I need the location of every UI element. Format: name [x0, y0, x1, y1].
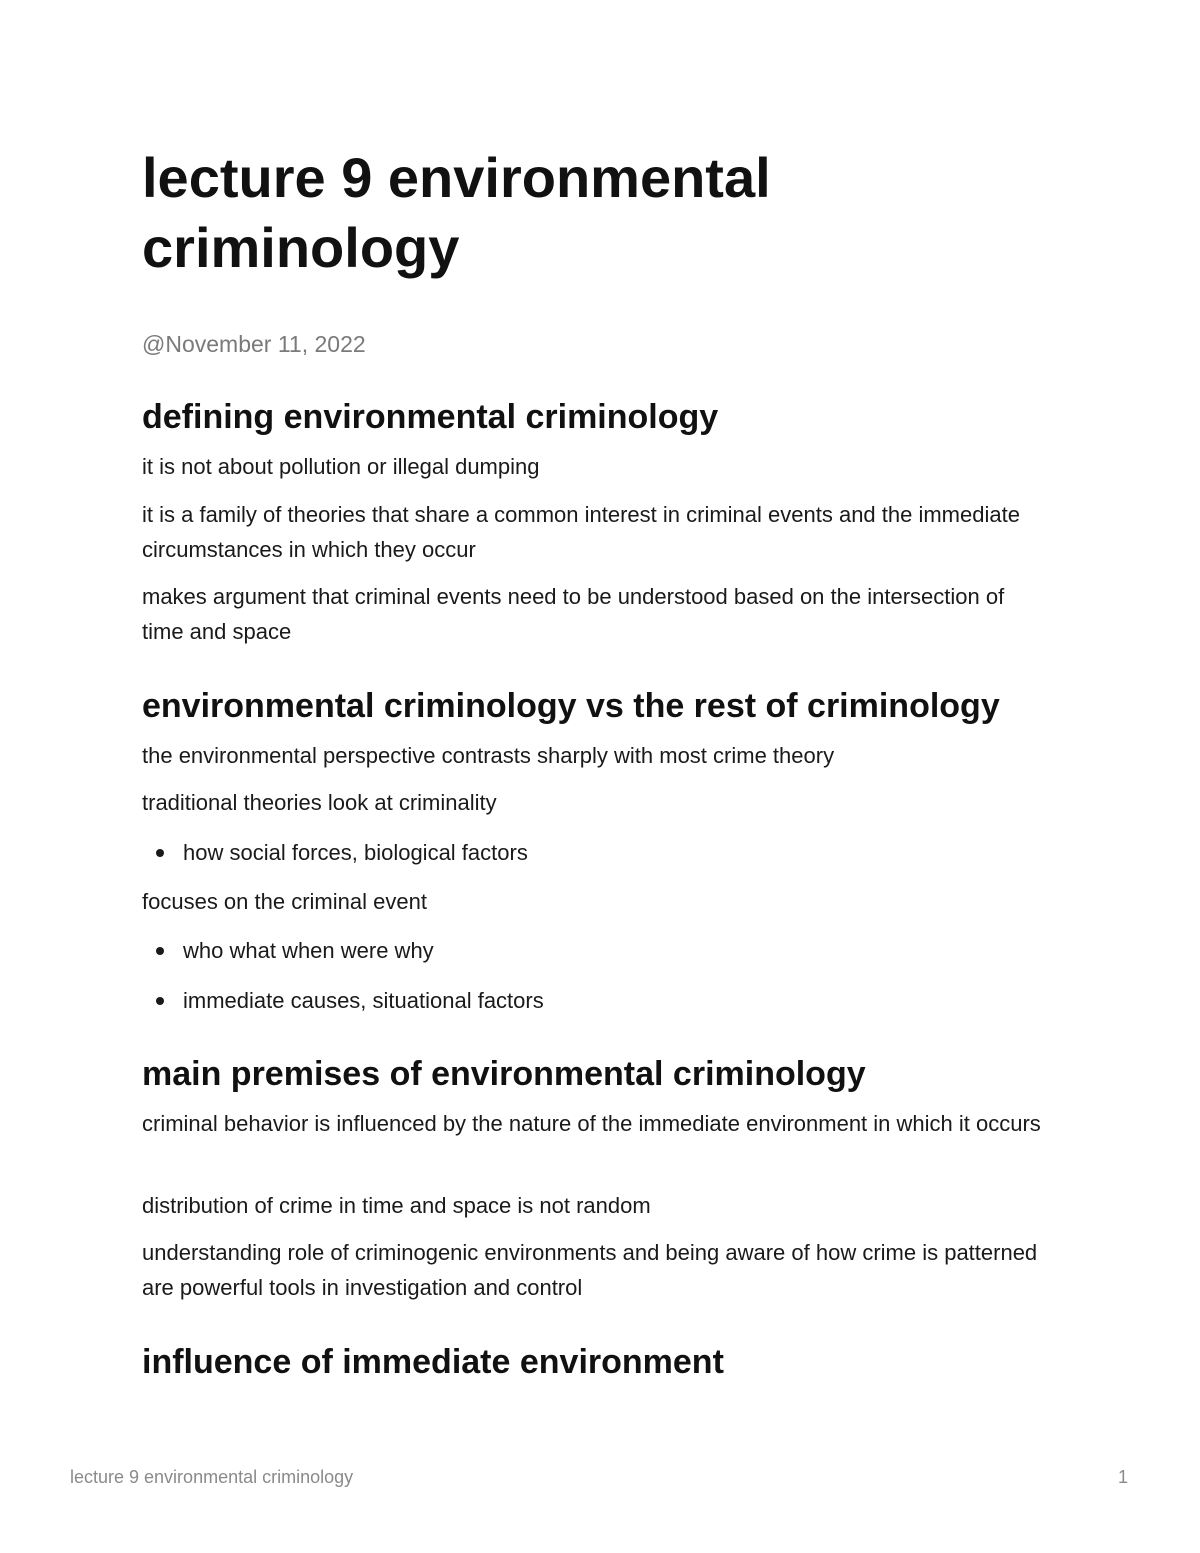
section-heading-vs-rest: environmental criminology vs the rest of criminology — [142, 687, 1000, 725]
bullet-icon — [156, 997, 164, 1005]
section-heading-main-premises: main premises of environmental criminology — [142, 1055, 866, 1093]
list-item — [142, 933, 1042, 968]
paragraph: criminal behavior is influenced by the nature of the immediate environment in which it occurs — [142, 1111, 1041, 1136]
paragraph: it is not about pollution or illegal dumping — [142, 454, 540, 479]
bullet-icon — [156, 849, 164, 857]
section-heading-defining: defining environmental criminology — [142, 398, 719, 436]
bullet-icon — [156, 947, 164, 955]
list-item — [142, 835, 1042, 870]
page-number: 1 — [1117, 1467, 1128, 1487]
footer-title: lecture 9 environmental criminology — [70, 1467, 354, 1487]
list-item-text: how social forces, biological factors — [183, 840, 528, 865]
paragraph: the environmental perspective contrasts sharply with most crime theory — [142, 743, 835, 768]
list-item-text: immediate causes, situational factors — [183, 988, 544, 1013]
paragraph: understanding role of criminogenic environments and being aware of how crime is patterned are powerful tools in investigation and control — [142, 1240, 1038, 1300]
list-item-text: who what when were why — [183, 938, 434, 963]
page-title: lecture 9 environmental criminology — [142, 146, 771, 279]
section-heading-immediate-environment: influence of immediate environment — [142, 1343, 724, 1381]
list-item — [142, 983, 1042, 1018]
date-property: @November 11, 2022 — [142, 331, 366, 357]
paragraph: focuses on the criminal event — [142, 889, 427, 914]
paragraph: distribution of crime in time and space is not random — [142, 1193, 651, 1218]
paragraph: makes argument that criminal events need to be understood based on the intersection of time and space — [142, 584, 1005, 644]
paragraph: it is a family of theories that share a common interest in criminal events and the immediate circumstances in which they occur — [142, 502, 1020, 562]
paragraph: traditional theories look at criminality — [142, 790, 497, 815]
